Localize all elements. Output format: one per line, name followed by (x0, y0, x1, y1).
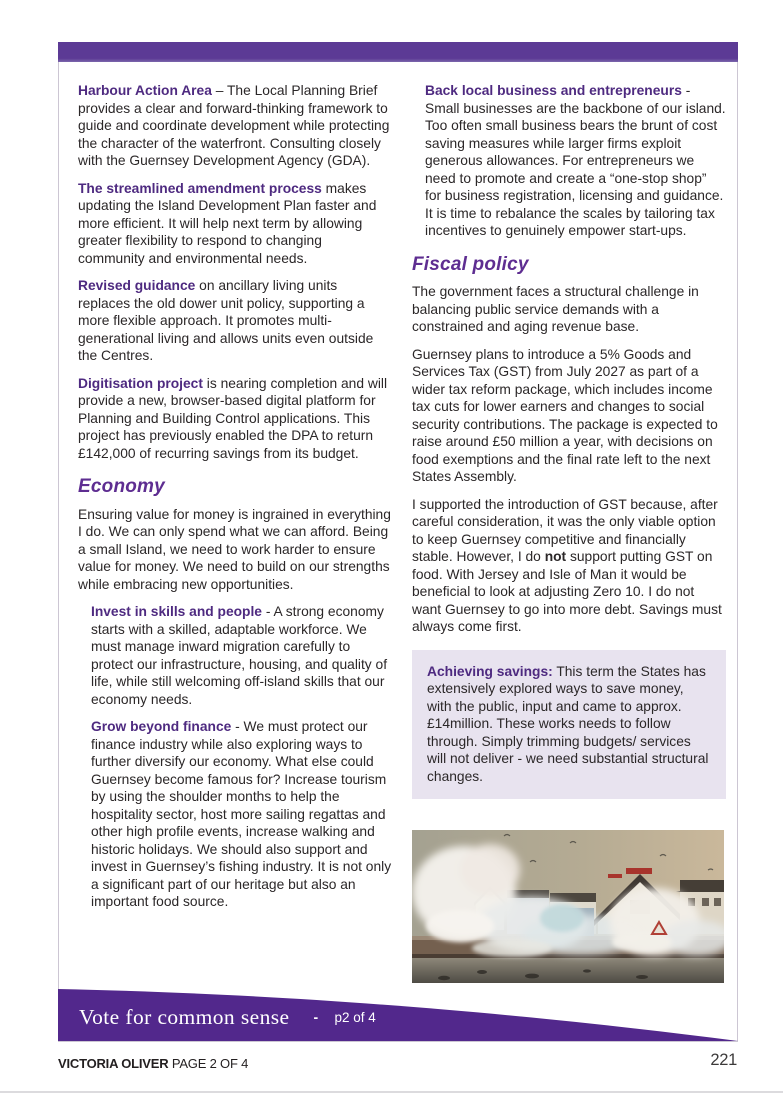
left-column (78, 82, 392, 921)
lead-streamlined-amendment: The streamlined amendment process (78, 180, 322, 196)
paragraph-gst-support (412, 496, 726, 636)
paragraph-text: Guernsey plans to introduce a 5% Goods and Services Tax (GST) from July 2027 as part of a wider tax reform package, which includes income tax cuts for lower earners and changes to social security contributions. The package is expected to raise around £50 million a year, with decisions on food exemptions and the final rate left to the next States Assembly. (412, 346, 718, 484)
paragraph-invest-in-skills (91, 603, 392, 708)
paragraph-text: – The Local Planning Brief provides a clear and forward-thinking framework to guide and coordinate development while protecting the character of the waterfront. Consulting closely with the Guernsey Development Agency (GDA). (78, 83, 390, 168)
page-footer (58, 1056, 738, 1071)
footer-page-label: PAGE 2 OF 4 (168, 1056, 249, 1071)
paragraph-text: Ensuring value for money is ingrained in everything I do. We can only spend what we can afford. Being a small Island, we need to work harder to ensure value for money. We need to build on our strengths while embracing new opportunities. (78, 506, 391, 592)
banner-title: Vote for common sense (79, 1005, 290, 1029)
callout-text: This term the States has extensively explored ways to save money, with the public, input and came to approx. £14million. These works needs to follow through. Simply trimming budgets/ services will not deliver - we need substantial structural changes. (427, 663, 709, 784)
paragraph-back-local-business (425, 82, 726, 240)
page-number: 221 (710, 1051, 737, 1069)
paragraph-text: makes updating the Island Development Plan faster and more efficient. It will help next term by allowing greater flexibility to respond to changing community and environmental needs. (78, 180, 377, 266)
bold-not: not (544, 549, 567, 564)
paragraph-text: - A strong economy starts with a skilled, adaptable workforce. We must manage inward migration carefully to protect our infrastructure, housing, and quality of life, while still welcoming off-island skills that our economy needs. (91, 604, 388, 707)
paragraph-text: support putting GST on food. With Jersey and Isle of Man it would be beneficial to look at adjusting Zero 10. I do not want Guernsey to go into more debt. Savings must always come first. (412, 549, 722, 634)
paragraph-text: is nearing completion and will provide a new, browser-based digital platform for Planning and Building Control applications. This project has previously enabled the DPA to return £142,000 of recurring savings from its budget. (78, 375, 388, 461)
lead-revised-guidance: Revised guidance (78, 278, 196, 293)
bottom-divider (0, 1091, 783, 1093)
footer-banner (58, 985, 738, 1041)
lead-harbour-action-area: Harbour Action Area (78, 83, 212, 98)
paragraph-harbour-action-area (78, 82, 392, 170)
top-accent-bar (58, 42, 738, 62)
lead-achieving-savings: Achieving savings: (427, 663, 553, 679)
storm-waves-illustration (412, 830, 724, 983)
paragraph-text: I supported the introduction of GST because, after careful consideration, it was the only viable option to keep Guernsey competitive and financially stable. However, I do (412, 496, 718, 564)
lead-grow-beyond-finance: Grow beyond finance (91, 719, 232, 734)
heading-economy: Economy (78, 476, 165, 497)
paragraph-structural-challenge (412, 283, 726, 336)
right-column (412, 82, 726, 799)
paragraph-revised-guidance (78, 277, 392, 365)
banner-dash: - (313, 1009, 319, 1025)
heading-fiscal-policy: Fiscal policy (412, 253, 529, 275)
candidate-name: VICTORIA OLIVER (58, 1056, 169, 1071)
lead-invest-in-skills: Invest in skills and people (91, 604, 262, 619)
paragraph-streamlined-amendment (78, 180, 392, 268)
paragraph-digitisation-project (78, 375, 392, 463)
paragraph-text: on ancillary living units replaces the old dower unit policy, supporting a more flexible approach. It promotes multi-generational living and allows units even outside the Centres. (78, 278, 374, 363)
paragraph-text: - Small businesses are the backbone of our island. Too often small business bears the brunt of cost saving measures while larger firms exploit generous allowances. For entrepreneurs we need to promote and create a “one-stop shop” for business registration, licensing and guidance. It is time to rebalance the scales by tailoring tax incentives to genuinely empower start-ups. (425, 83, 726, 238)
banner-slogan (79, 1005, 376, 1030)
paragraph-value-for-money (78, 506, 392, 594)
lead-digitisation-project: Digitisation project (78, 375, 203, 391)
banner-page-indicator: p2 of 4 (334, 1010, 376, 1025)
paragraph-text: - We must protect our finance industry while also exploring ways to further diversify our economy. What else could Guernsey become famous for? Increase tourism by using the shoulder months to help the hospitality sector, host more sailing regattas and other high profile events, increase walking and historic holidays. We should also support and invest in Guernsey’s fishing industry. It is not only a significant part of our heritage but also an important food source. (91, 719, 392, 909)
achieving-savings-callout (412, 650, 726, 800)
page-card (58, 42, 738, 1042)
lead-back-local-business: Back local business and entrepreneurs (425, 83, 682, 98)
paragraph-grow-beyond-finance (91, 718, 392, 911)
storm-waves-photo (412, 830, 724, 983)
paragraph-gst-plan (412, 346, 726, 486)
paragraph-text: The government faces a structural challenge in balancing public service demands with a constrained and aging revenue base. (412, 284, 699, 334)
